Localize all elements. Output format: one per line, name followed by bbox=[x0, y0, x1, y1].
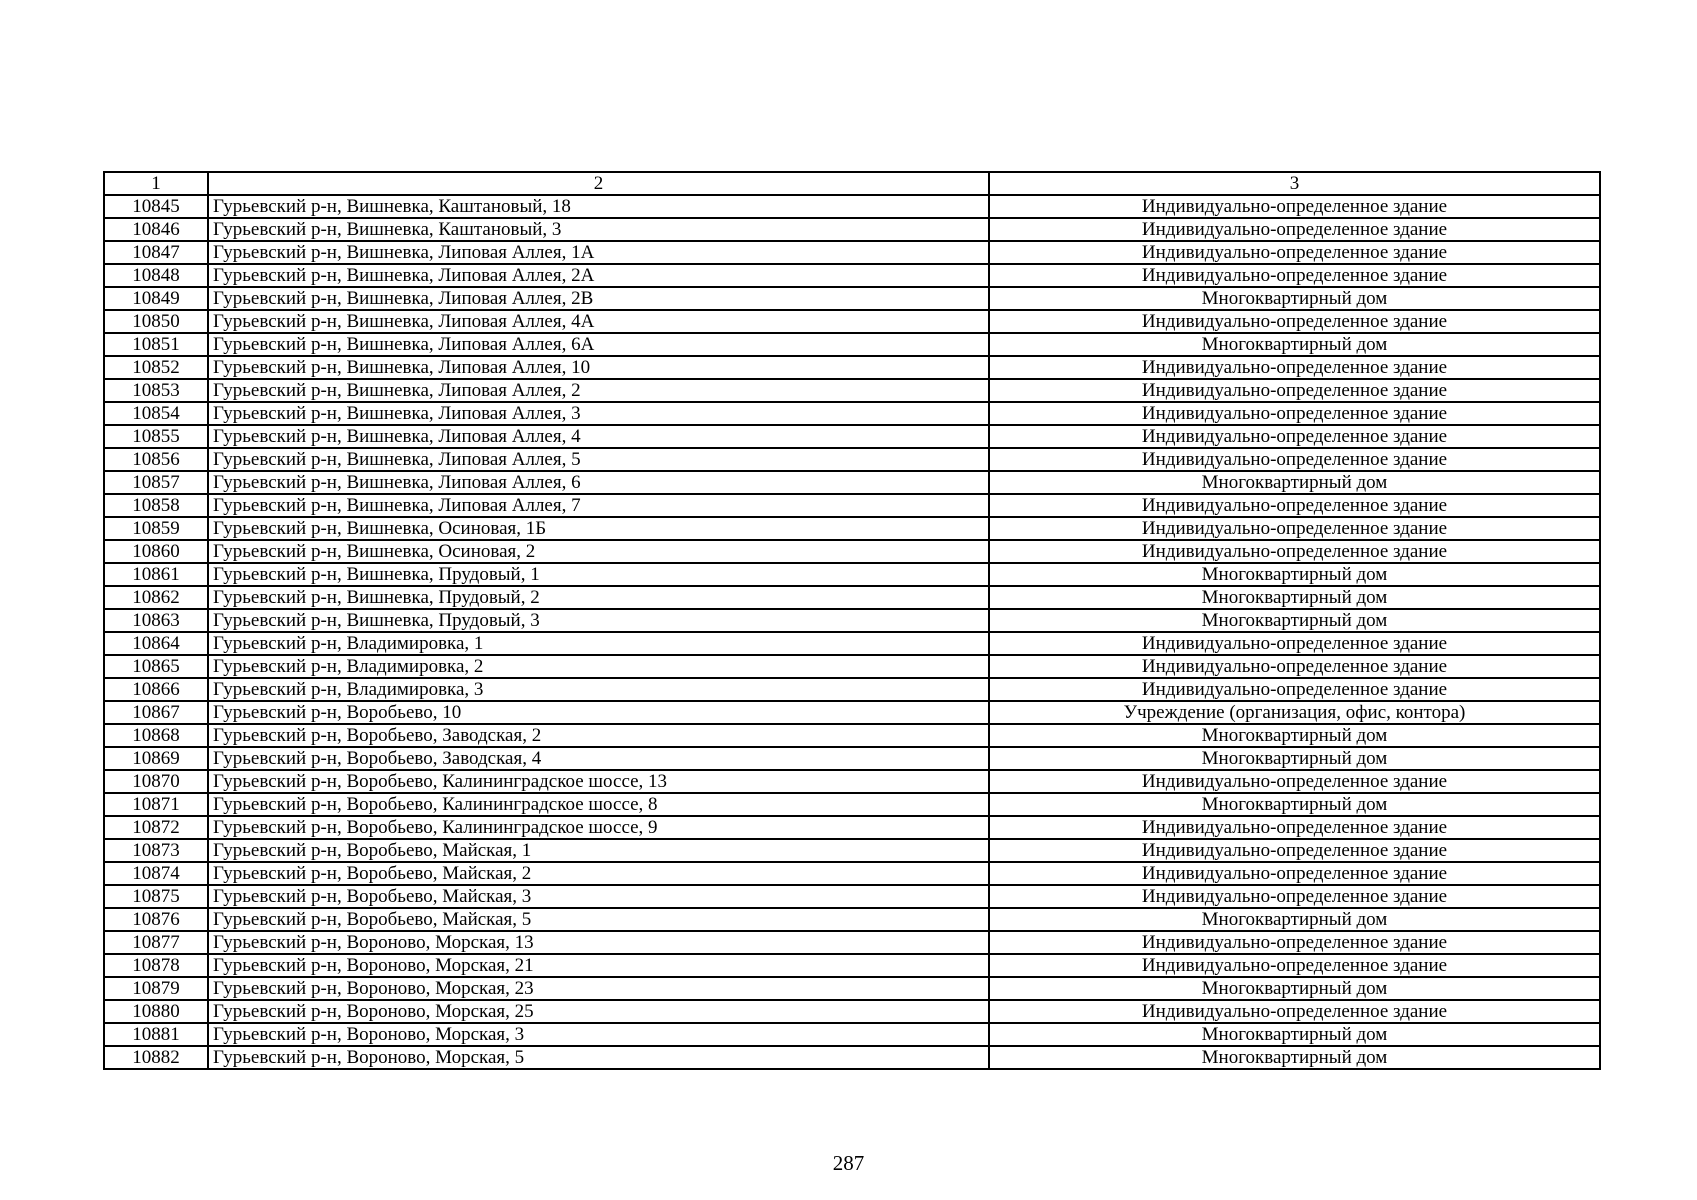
table-row bbox=[104, 1023, 1600, 1046]
row-address: Гурьевский р-н, Вишневка, Липовая Аллея, 5 bbox=[208, 448, 989, 471]
row-address: Гурьевский р-н, Воробьево, Майская, 1 bbox=[208, 839, 989, 862]
table-row bbox=[104, 310, 1600, 333]
row-number: 10865 bbox=[104, 655, 208, 678]
row-address: Гурьевский р-н, Воробьево, Калининградское шоссе, 8 bbox=[208, 793, 989, 816]
row-number: 10848 bbox=[104, 264, 208, 287]
table-row bbox=[104, 954, 1600, 977]
row-number: 10860 bbox=[104, 540, 208, 563]
row-address: Гурьевский р-н, Вишневка, Прудовый, 3 bbox=[208, 609, 989, 632]
row-address: Гурьевский р-н, Вороново, Морская, 23 bbox=[208, 977, 989, 1000]
table-row bbox=[104, 793, 1600, 816]
row-number: 10880 bbox=[104, 1000, 208, 1023]
table-row bbox=[104, 655, 1600, 678]
row-object-type: Многоквартирный дом bbox=[989, 908, 1600, 931]
row-number: 10857 bbox=[104, 471, 208, 494]
row-number: 10864 bbox=[104, 632, 208, 655]
row-number: 10852 bbox=[104, 356, 208, 379]
row-address: Гурьевский р-н, Воробьево, Майская, 3 bbox=[208, 885, 989, 908]
row-object-type: Многоквартирный дом bbox=[989, 333, 1600, 356]
table-row bbox=[104, 678, 1600, 701]
row-address: Гурьевский р-н, Вишневка, Каштановый, 3 bbox=[208, 218, 989, 241]
table-row bbox=[104, 333, 1600, 356]
table-body bbox=[104, 172, 1600, 1069]
row-number: 10877 bbox=[104, 931, 208, 954]
row-number: 10853 bbox=[104, 379, 208, 402]
row-address: Гурьевский р-н, Вишневка, Осиновая, 2 bbox=[208, 540, 989, 563]
table-row bbox=[104, 241, 1600, 264]
table-row bbox=[104, 425, 1600, 448]
table-row bbox=[104, 540, 1600, 563]
row-number: 10854 bbox=[104, 402, 208, 425]
table-row bbox=[104, 471, 1600, 494]
row-number: 10858 bbox=[104, 494, 208, 517]
row-object-type: Индивидуально-определенное здание bbox=[989, 241, 1600, 264]
row-object-type: Многоквартирный дом bbox=[989, 793, 1600, 816]
row-address: Гурьевский р-н, Воробьево, Майская, 5 bbox=[208, 908, 989, 931]
row-object-type: Многоквартирный дом bbox=[989, 609, 1600, 632]
table-header-row bbox=[104, 172, 1600, 195]
row-number: 10874 bbox=[104, 862, 208, 885]
row-address: Гурьевский р-н, Вишневка, Липовая Аллея, 10 bbox=[208, 356, 989, 379]
row-number: 10876 bbox=[104, 908, 208, 931]
table-row bbox=[104, 701, 1600, 724]
row-address: Гурьевский р-н, Владимировка, 1 bbox=[208, 632, 989, 655]
table-row bbox=[104, 264, 1600, 287]
table-row bbox=[104, 195, 1600, 218]
row-address: Гурьевский р-н, Воробьево, Заводская, 4 bbox=[208, 747, 989, 770]
row-object-type: Индивидуально-определенное здание bbox=[989, 218, 1600, 241]
row-address: Гурьевский р-н, Воробьево, Заводская, 2 bbox=[208, 724, 989, 747]
row-address: Гурьевский р-н, Вишневка, Прудовый, 2 bbox=[208, 586, 989, 609]
row-object-type: Многоквартирный дом bbox=[989, 287, 1600, 310]
row-address: Гурьевский р-н, Вишневка, Липовая Аллея, 2А bbox=[208, 264, 989, 287]
table-row bbox=[104, 747, 1600, 770]
row-object-type: Индивидуально-определенное здание bbox=[989, 816, 1600, 839]
row-number: 10873 bbox=[104, 839, 208, 862]
row-object-type: Многоквартирный дом bbox=[989, 471, 1600, 494]
row-address: Гурьевский р-н, Воробьево, Калининградское шоссе, 9 bbox=[208, 816, 989, 839]
table-row bbox=[104, 816, 1600, 839]
row-address: Гурьевский р-н, Вишневка, Липовая Аллея, 1А bbox=[208, 241, 989, 264]
row-object-type: Многоквартирный дом bbox=[989, 977, 1600, 1000]
row-object-type: Индивидуально-определенное здание bbox=[989, 402, 1600, 425]
address-table bbox=[103, 171, 1601, 1070]
row-object-type: Многоквартирный дом bbox=[989, 1046, 1600, 1069]
row-number: 10869 bbox=[104, 747, 208, 770]
row-object-type: Индивидуально-определенное здание bbox=[989, 770, 1600, 793]
row-object-type: Индивидуально-определенное здание bbox=[989, 931, 1600, 954]
table-row bbox=[104, 977, 1600, 1000]
row-number: 10859 bbox=[104, 517, 208, 540]
row-number: 10868 bbox=[104, 724, 208, 747]
row-number: 10846 bbox=[104, 218, 208, 241]
row-number: 10862 bbox=[104, 586, 208, 609]
row-object-type: Индивидуально-определенное здание bbox=[989, 494, 1600, 517]
row-object-type: Индивидуально-определенное здание bbox=[989, 517, 1600, 540]
row-object-type: Многоквартирный дом bbox=[989, 563, 1600, 586]
row-address: Гурьевский р-н, Вороново, Морская, 3 bbox=[208, 1023, 989, 1046]
table-row bbox=[104, 1046, 1600, 1069]
row-number: 10875 bbox=[104, 885, 208, 908]
row-object-type: Индивидуально-определенное здание bbox=[989, 540, 1600, 563]
page-number: 287 bbox=[832, 1151, 865, 1175]
header-col-2: 2 bbox=[208, 172, 989, 195]
row-address: Гурьевский р-н, Вишневка, Осиновая, 1Б bbox=[208, 517, 989, 540]
table-row bbox=[104, 931, 1600, 954]
row-number: 10850 bbox=[104, 310, 208, 333]
row-address: Гурьевский р-н, Вишневка, Липовая Аллея, 4 bbox=[208, 425, 989, 448]
row-object-type: Многоквартирный дом bbox=[989, 1023, 1600, 1046]
row-object-type: Учреждение (организация, офис, контора) bbox=[989, 701, 1600, 724]
row-number: 10878 bbox=[104, 954, 208, 977]
table-row bbox=[104, 448, 1600, 471]
table-row bbox=[104, 839, 1600, 862]
row-number: 10870 bbox=[104, 770, 208, 793]
row-address: Гурьевский р-н, Вишневка, Прудовый, 1 bbox=[208, 563, 989, 586]
row-object-type: Индивидуально-определенное здание bbox=[989, 655, 1600, 678]
header-col-1: 1 bbox=[104, 172, 208, 195]
row-object-type: Индивидуально-определенное здание bbox=[989, 678, 1600, 701]
row-number: 10863 bbox=[104, 609, 208, 632]
row-number: 10849 bbox=[104, 287, 208, 310]
row-number: 10855 bbox=[104, 425, 208, 448]
row-object-type: Индивидуально-определенное здание bbox=[989, 1000, 1600, 1023]
table-row bbox=[104, 609, 1600, 632]
row-address: Гурьевский р-н, Воробьево, 10 bbox=[208, 701, 989, 724]
row-address: Гурьевский р-н, Воробьево, Калининградское шоссе, 13 bbox=[208, 770, 989, 793]
row-number: 10871 bbox=[104, 793, 208, 816]
table-row bbox=[104, 494, 1600, 517]
table-row bbox=[104, 402, 1600, 425]
row-object-type: Индивидуально-определенное здание bbox=[989, 310, 1600, 333]
row-number: 10866 bbox=[104, 678, 208, 701]
table-row bbox=[104, 632, 1600, 655]
header-col-3: 3 bbox=[989, 172, 1600, 195]
row-address: Гурьевский р-н, Вишневка, Липовая Аллея, 2В bbox=[208, 287, 989, 310]
row-address: Гурьевский р-н, Вороново, Морская, 5 bbox=[208, 1046, 989, 1069]
table-row bbox=[104, 517, 1600, 540]
table-row bbox=[104, 862, 1600, 885]
table-row bbox=[104, 563, 1600, 586]
table-row bbox=[104, 287, 1600, 310]
row-number: 10882 bbox=[104, 1046, 208, 1069]
row-address: Гурьевский р-н, Вишневка, Каштановый, 18 bbox=[208, 195, 989, 218]
table-row bbox=[104, 586, 1600, 609]
row-address: Гурьевский р-н, Вишневка, Липовая Аллея, 4А bbox=[208, 310, 989, 333]
row-address: Гурьевский р-н, Вишневка, Липовая Аллея, 6 bbox=[208, 471, 989, 494]
row-object-type: Индивидуально-определенное здание bbox=[989, 448, 1600, 471]
table-row bbox=[104, 1000, 1600, 1023]
table-row bbox=[104, 908, 1600, 931]
row-object-type: Индивидуально-определенное здание bbox=[989, 862, 1600, 885]
row-object-type: Индивидуально-определенное здание bbox=[989, 379, 1600, 402]
table-row bbox=[104, 218, 1600, 241]
row-object-type: Многоквартирный дом bbox=[989, 724, 1600, 747]
row-object-type: Индивидуально-определенное здание bbox=[989, 885, 1600, 908]
row-object-type: Индивидуально-определенное здание bbox=[989, 264, 1600, 287]
row-address: Гурьевский р-н, Вишневка, Липовая Аллея, 6А bbox=[208, 333, 989, 356]
row-object-type: Многоквартирный дом bbox=[989, 586, 1600, 609]
row-number: 10867 bbox=[104, 701, 208, 724]
row-number: 10851 bbox=[104, 333, 208, 356]
row-address: Гурьевский р-н, Вишневка, Липовая Аллея, 2 bbox=[208, 379, 989, 402]
row-number: 10872 bbox=[104, 816, 208, 839]
row-address: Гурьевский р-н, Вороново, Морская, 25 bbox=[208, 1000, 989, 1023]
row-number: 10856 bbox=[104, 448, 208, 471]
row-number: 10861 bbox=[104, 563, 208, 586]
table-row bbox=[104, 724, 1600, 747]
table-row bbox=[104, 770, 1600, 793]
table-row bbox=[104, 356, 1600, 379]
row-address: Гурьевский р-н, Вишневка, Липовая Аллея, 7 bbox=[208, 494, 989, 517]
table-row bbox=[104, 885, 1600, 908]
row-object-type: Индивидуально-определенное здание bbox=[989, 356, 1600, 379]
row-object-type: Индивидуально-определенное здание bbox=[989, 195, 1600, 218]
row-address: Гурьевский р-н, Вороново, Морская, 13 bbox=[208, 931, 989, 954]
row-address: Гурьевский р-н, Вороново, Морская, 21 bbox=[208, 954, 989, 977]
row-address: Гурьевский р-н, Вишневка, Липовая Аллея, 3 bbox=[208, 402, 989, 425]
row-object-type: Индивидуально-определенное здание bbox=[989, 954, 1600, 977]
row-address: Гурьевский р-н, Воробьево, Майская, 2 bbox=[208, 862, 989, 885]
row-number: 10847 bbox=[104, 241, 208, 264]
row-number: 10879 bbox=[104, 977, 208, 1000]
row-object-type: Индивидуально-определенное здание bbox=[989, 839, 1600, 862]
row-address: Гурьевский р-н, Владимировка, 3 bbox=[208, 678, 989, 701]
row-object-type: Многоквартирный дом bbox=[989, 747, 1600, 770]
row-number: 10881 bbox=[104, 1023, 208, 1046]
row-object-type: Индивидуально-определенное здание bbox=[989, 425, 1600, 448]
table-row bbox=[104, 379, 1600, 402]
row-number: 10845 bbox=[104, 195, 208, 218]
row-address: Гурьевский р-н, Владимировка, 2 bbox=[208, 655, 989, 678]
row-object-type: Индивидуально-определенное здание bbox=[989, 632, 1600, 655]
